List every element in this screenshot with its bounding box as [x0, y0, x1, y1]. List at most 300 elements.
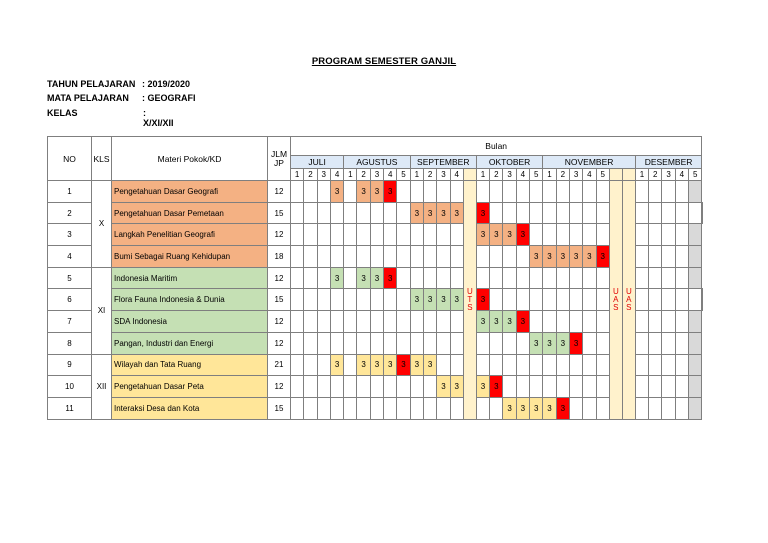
week-cell	[689, 332, 702, 354]
header-kls: KLS	[92, 137, 112, 181]
week-cell	[490, 289, 503, 311]
week-cell	[397, 202, 410, 224]
week-cell	[675, 354, 688, 376]
week-cell: 3	[330, 267, 343, 289]
week-cell: 3	[530, 332, 543, 354]
week-cell	[662, 181, 675, 203]
week-cell	[370, 397, 383, 419]
week-cell	[423, 181, 436, 203]
week-cell: 3	[569, 246, 582, 268]
week-cell	[530, 224, 543, 246]
week-cell	[370, 376, 383, 398]
week-cell	[397, 246, 410, 268]
row-jp: 12	[268, 224, 291, 246]
week-cell	[662, 332, 675, 354]
week-cell	[437, 354, 450, 376]
week-cell: 3	[384, 181, 397, 203]
week-cell	[450, 267, 463, 289]
week-cell	[397, 267, 410, 289]
week-cell	[291, 397, 304, 419]
week-cell	[291, 202, 304, 224]
row-jp: 21	[268, 354, 291, 376]
week-cell	[530, 181, 543, 203]
week-cell	[583, 332, 596, 354]
week-cell	[476, 397, 489, 419]
week-cell	[384, 224, 397, 246]
week-cell	[583, 202, 596, 224]
week-cell: 3	[556, 397, 569, 419]
week-cell: 3	[476, 311, 489, 333]
week-cell: 3	[437, 202, 450, 224]
week-cell	[450, 332, 463, 354]
week-cell: 3	[503, 311, 516, 333]
week-cell	[476, 246, 489, 268]
week-cell	[357, 224, 370, 246]
week-cell	[291, 376, 304, 398]
week-number: 1	[476, 169, 489, 181]
row-jp: 18	[268, 246, 291, 268]
week-cell	[635, 289, 648, 311]
week-cell	[516, 332, 529, 354]
week-exam-uas1	[609, 169, 622, 181]
week-cell	[437, 181, 450, 203]
week-cell	[543, 267, 556, 289]
week-cell	[596, 202, 609, 224]
week-cell	[635, 224, 648, 246]
week-number: 5	[689, 169, 702, 181]
week-cell	[410, 332, 423, 354]
meta-kelas-label: KELAS	[47, 108, 78, 118]
week-cell	[450, 181, 463, 203]
week-cell: 3	[543, 397, 556, 419]
week-cell	[397, 376, 410, 398]
uas-label	[610, 288, 622, 312]
row-jp: 15	[268, 397, 291, 419]
week-cell	[569, 354, 582, 376]
week-cell	[476, 267, 489, 289]
week-cell	[370, 332, 383, 354]
week-number: 4	[450, 169, 463, 181]
week-cell	[410, 397, 423, 419]
week-cell	[569, 289, 582, 311]
week-cell: 3	[357, 181, 370, 203]
week-cell	[689, 224, 702, 246]
week-cell: 3	[410, 202, 423, 224]
week-cell	[423, 311, 436, 333]
week-cell	[503, 354, 516, 376]
meta-mapel-label: MATA PELAJARAN	[47, 93, 129, 103]
week-cell	[675, 332, 688, 354]
week-cell	[702, 289, 703, 311]
month-november: NOVEMBER	[543, 156, 635, 169]
week-cell	[675, 397, 688, 419]
week-cell	[649, 202, 662, 224]
row-no: 8	[48, 332, 92, 354]
exam-letter: U	[625, 286, 632, 296]
week-cell	[503, 267, 516, 289]
week-cell	[556, 181, 569, 203]
exam-letter: U	[466, 286, 473, 296]
week-cell	[516, 354, 529, 376]
week-cell	[530, 376, 543, 398]
week-cell	[384, 202, 397, 224]
meta-kelas	[47, 108, 174, 128]
week-cell	[291, 311, 304, 333]
row-jp: 15	[268, 202, 291, 224]
week-cell	[596, 289, 609, 311]
week-cell: 3	[370, 267, 383, 289]
row-materi: Pengetahuan Dasar Pemetaan	[112, 202, 268, 224]
week-cell	[423, 397, 436, 419]
exam-letter: S	[626, 302, 632, 312]
week-cell	[344, 289, 357, 311]
week-cell	[689, 376, 702, 398]
week-cell	[304, 354, 317, 376]
week-cell	[662, 224, 675, 246]
week-cell: 3	[357, 267, 370, 289]
week-cell	[384, 397, 397, 419]
month-desember: DESEMBER	[635, 156, 701, 169]
week-cell	[397, 311, 410, 333]
week-cell: 3	[397, 354, 410, 376]
row-kls: XII	[92, 354, 112, 419]
week-cell	[476, 332, 489, 354]
week-cell	[344, 354, 357, 376]
exam-letter: S	[467, 302, 473, 312]
week-number: 3	[370, 169, 383, 181]
week-cell: 3	[543, 246, 556, 268]
week-cell	[675, 376, 688, 398]
month-agustus: AGUSTUS	[344, 156, 410, 169]
table-row	[48, 311, 703, 333]
schedule-table	[47, 136, 703, 420]
week-cell	[649, 311, 662, 333]
week-cell	[530, 311, 543, 333]
week-cell	[689, 246, 702, 268]
week-number: 3	[317, 169, 330, 181]
row-materi: Pangan, Industri dan Energi	[112, 332, 268, 354]
week-cell	[370, 246, 383, 268]
week-cell	[543, 376, 556, 398]
week-cell	[689, 267, 702, 289]
week-cell	[649, 224, 662, 246]
week-cell	[304, 376, 317, 398]
week-cell	[357, 376, 370, 398]
week-cell	[662, 311, 675, 333]
week-cell: 3	[476, 376, 489, 398]
row-materi: Indonesia Maritim	[112, 267, 268, 289]
week-cell	[291, 332, 304, 354]
week-cell	[344, 181, 357, 203]
week-cell	[317, 311, 330, 333]
week-cell	[490, 181, 503, 203]
table-row	[48, 224, 703, 246]
week-cell	[317, 354, 330, 376]
week-cell	[317, 181, 330, 203]
week-cell	[596, 224, 609, 246]
week-cell	[291, 267, 304, 289]
week-cell: 3	[490, 311, 503, 333]
week-cell	[410, 311, 423, 333]
week-cell	[503, 376, 516, 398]
week-cell	[516, 376, 529, 398]
week-cell	[569, 224, 582, 246]
table-row	[48, 181, 703, 203]
week-cell	[556, 202, 569, 224]
week-cell	[596, 267, 609, 289]
week-cell	[291, 181, 304, 203]
header-jlm-jp: JLM JP	[268, 137, 291, 181]
week-cell: 3	[516, 397, 529, 419]
week-number: 4	[516, 169, 529, 181]
exam-column-uas2	[622, 181, 635, 420]
week-cell	[649, 289, 662, 311]
week-cell	[569, 267, 582, 289]
week-cell	[556, 289, 569, 311]
week-cell	[330, 202, 343, 224]
week-cell	[649, 376, 662, 398]
week-cell	[516, 202, 529, 224]
week-cell	[569, 376, 582, 398]
week-cell	[291, 224, 304, 246]
week-cell: 3	[437, 289, 450, 311]
meta-tahun-value: : 2019/2020	[142, 79, 191, 89]
table-row	[48, 397, 703, 419]
week-cell	[596, 376, 609, 398]
week-number: 1	[543, 169, 556, 181]
week-cell: 3	[530, 397, 543, 419]
week-cell	[490, 202, 503, 224]
week-cell	[423, 376, 436, 398]
week-number: 4	[583, 169, 596, 181]
row-jp: 12	[268, 267, 291, 289]
week-cell	[662, 246, 675, 268]
week-cell	[410, 376, 423, 398]
week-cell	[317, 224, 330, 246]
week-cell	[344, 332, 357, 354]
week-cell	[516, 246, 529, 268]
week-cell	[450, 311, 463, 333]
week-number: 2	[357, 169, 370, 181]
week-cell	[689, 311, 702, 333]
week-cell: 3	[490, 224, 503, 246]
week-cell	[530, 354, 543, 376]
week-cell	[516, 289, 529, 311]
month-september: SEPTEMBER	[410, 156, 476, 169]
week-cell	[490, 246, 503, 268]
week-cell	[583, 289, 596, 311]
week-cell	[516, 267, 529, 289]
header-no: NO	[48, 137, 92, 181]
page-title: PROGRAM SEMESTER GANJIL	[311, 56, 457, 67]
week-cell	[569, 202, 582, 224]
week-cell: 3	[450, 376, 463, 398]
week-cell	[304, 267, 317, 289]
week-cell	[357, 246, 370, 268]
week-number: 1	[635, 169, 648, 181]
week-cell: 3	[330, 354, 343, 376]
exam-letter: A	[626, 294, 632, 304]
week-cell	[410, 181, 423, 203]
row-jp: 12	[268, 332, 291, 354]
week-cell	[635, 267, 648, 289]
week-number: 4	[675, 169, 688, 181]
week-number: 3	[662, 169, 675, 181]
week-cell	[543, 224, 556, 246]
week-cell	[675, 246, 688, 268]
week-cell	[583, 376, 596, 398]
week-cell	[530, 202, 543, 224]
exam-letter: T	[467, 294, 473, 304]
week-cell	[357, 332, 370, 354]
week-cell	[304, 181, 317, 203]
row-materi: Pengetahuan Dasar Peta	[112, 376, 268, 398]
week-cell	[291, 246, 304, 268]
meta-kelas-value: : X/XI/XII	[143, 108, 174, 128]
week-cell	[344, 376, 357, 398]
week-cell	[675, 289, 688, 311]
table-row	[48, 332, 703, 354]
week-cell	[344, 224, 357, 246]
week-cell	[635, 246, 648, 268]
table-row	[48, 376, 703, 398]
table-row	[48, 354, 703, 376]
week-cell	[583, 311, 596, 333]
week-cell	[397, 332, 410, 354]
week-cell	[423, 332, 436, 354]
exam-column-uts	[463, 181, 476, 420]
table-row	[48, 289, 703, 311]
table-row	[48, 202, 703, 224]
week-cell	[304, 311, 317, 333]
week-exam-uts	[463, 169, 476, 181]
week-cell: 3	[490, 376, 503, 398]
week-cell	[317, 202, 330, 224]
week-cell	[556, 267, 569, 289]
week-cell	[689, 289, 702, 311]
week-number: 3	[569, 169, 582, 181]
week-cell	[583, 181, 596, 203]
row-no: 1	[48, 181, 92, 203]
exam-letter: U	[612, 286, 619, 296]
week-cell	[423, 224, 436, 246]
row-no: 11	[48, 397, 92, 419]
week-cell	[330, 246, 343, 268]
week-cell	[423, 267, 436, 289]
week-cell	[330, 332, 343, 354]
week-cell	[344, 267, 357, 289]
row-jp: 15	[268, 289, 291, 311]
week-cell: 3	[476, 202, 489, 224]
week-cell: 3	[450, 289, 463, 311]
week-cell	[675, 267, 688, 289]
week-cell	[304, 202, 317, 224]
week-cell: 3	[530, 246, 543, 268]
week-cell	[583, 397, 596, 419]
week-cell: 3	[516, 224, 529, 246]
week-cell	[344, 397, 357, 419]
week-cell	[569, 397, 582, 419]
week-cell: 3	[476, 224, 489, 246]
week-cell	[635, 354, 648, 376]
week-cell	[317, 332, 330, 354]
row-kls: X	[92, 181, 112, 268]
row-no: 9	[48, 354, 92, 376]
row-no: 10	[48, 376, 92, 398]
week-cell	[291, 354, 304, 376]
week-cell	[635, 332, 648, 354]
meta-tahun	[47, 79, 190, 89]
week-cell	[476, 181, 489, 203]
week-cell: 3	[583, 246, 596, 268]
week-cell	[596, 181, 609, 203]
row-no: 7	[48, 311, 92, 333]
week-cell	[304, 246, 317, 268]
week-cell: 3	[410, 289, 423, 311]
week-cell: 3	[423, 202, 436, 224]
week-cell	[596, 397, 609, 419]
week-cell	[344, 202, 357, 224]
week-cell	[596, 311, 609, 333]
row-no: 5	[48, 267, 92, 289]
row-jp: 12	[268, 311, 291, 333]
week-cell	[662, 267, 675, 289]
week-cell: 3	[370, 354, 383, 376]
week-number: 2	[304, 169, 317, 181]
week-cell	[384, 332, 397, 354]
row-materi: Bumi Sebagai Ruang Kehidupan	[112, 246, 268, 268]
row-materi: Pengetahuan Dasar Geografi	[112, 181, 268, 203]
row-no: 6	[48, 289, 92, 311]
week-cell	[543, 311, 556, 333]
week-cell	[543, 289, 556, 311]
week-cell	[304, 397, 317, 419]
week-cell	[556, 224, 569, 246]
week-cell	[649, 397, 662, 419]
week-cell	[569, 311, 582, 333]
row-materi: Flora Fauna Indonesia & Dunia	[112, 289, 268, 311]
week-cell	[291, 289, 304, 311]
week-number: 5	[530, 169, 543, 181]
week-cell	[437, 246, 450, 268]
week-cell: 3	[503, 397, 516, 419]
week-number: 3	[437, 169, 450, 181]
week-cell: 3	[569, 332, 582, 354]
week-cell	[490, 332, 503, 354]
week-cell: 3	[503, 224, 516, 246]
week-cell	[330, 224, 343, 246]
week-cell	[490, 397, 503, 419]
week-number: 5	[397, 169, 410, 181]
exam-column-uas1	[609, 181, 622, 420]
week-cell	[304, 332, 317, 354]
week-number: 2	[490, 169, 503, 181]
week-cell	[689, 181, 702, 203]
week-cell: 3	[423, 289, 436, 311]
week-cell	[437, 224, 450, 246]
uas-label	[623, 288, 635, 312]
week-cell	[437, 267, 450, 289]
week-cell: 3	[516, 311, 529, 333]
row-materi: Interaksi Desa dan Kota	[112, 397, 268, 419]
week-cell	[397, 289, 410, 311]
week-cell	[450, 246, 463, 268]
week-cell: 3	[556, 246, 569, 268]
week-cell	[675, 224, 688, 246]
week-cell	[437, 311, 450, 333]
week-cell	[649, 332, 662, 354]
month-juli: JULI	[291, 156, 344, 169]
